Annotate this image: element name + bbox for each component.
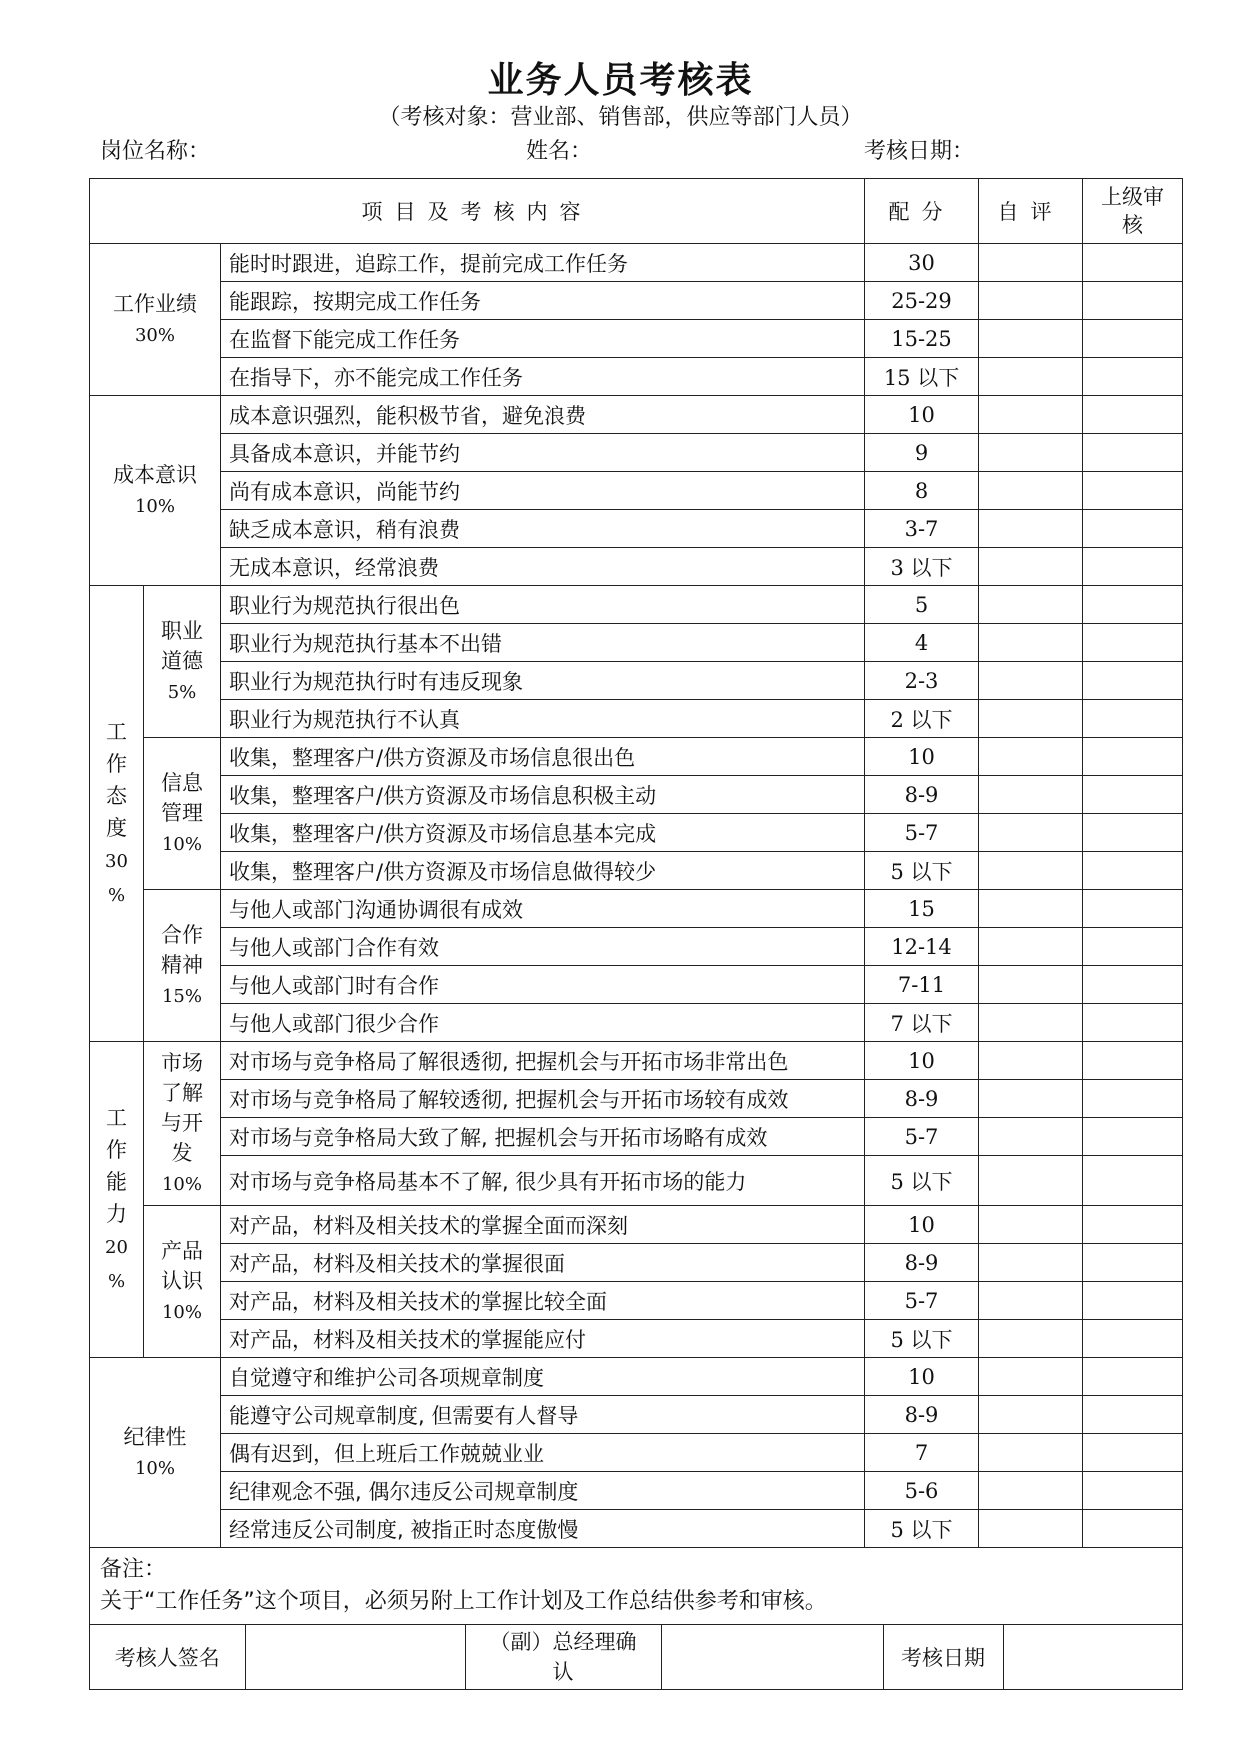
superior-review-cell[interactable]: [1083, 662, 1183, 700]
self-eval-cell[interactable]: [979, 1282, 1083, 1320]
assessment-date-label: 考核日期: [883, 1625, 1003, 1689]
criterion-text: 职业行为规范执行很出色: [221, 586, 865, 624]
self-eval-cell[interactable]: [979, 1434, 1083, 1472]
self-eval-cell[interactable]: [979, 966, 1083, 1004]
category-name: 工作业绩: [113, 291, 197, 316]
self-eval-cell[interactable]: [979, 814, 1083, 852]
superior-review-cell[interactable]: [1083, 928, 1183, 966]
self-eval-cell[interactable]: [979, 662, 1083, 700]
score-value: 8-9: [865, 1244, 979, 1282]
superior-review-cell[interactable]: [1083, 244, 1183, 282]
table-row: [90, 1396, 1183, 1434]
score-value: 5: [865, 586, 979, 624]
category-name: 成本意识: [113, 462, 197, 487]
subcategory-name: 与开: [161, 1110, 203, 1135]
score-value: 10: [865, 738, 979, 776]
self-eval-cell[interactable]: [979, 1320, 1083, 1358]
subcategory-percent: 10%: [161, 1173, 202, 1195]
date-label: 考核日期：: [864, 139, 975, 164]
criterion-text: 自觉遵守和维护公司各项规章制度: [221, 1358, 865, 1396]
subcategory-percent: 5%: [167, 681, 197, 703]
self-eval-cell[interactable]: [979, 472, 1083, 510]
score-value: 2-3: [865, 662, 979, 700]
superior-review-cell[interactable]: [1083, 1004, 1183, 1042]
name-label: 姓名：: [526, 139, 593, 164]
score-value: 9: [865, 434, 979, 472]
self-eval-cell[interactable]: [979, 1244, 1083, 1282]
table-row: [90, 776, 1183, 814]
self-eval-cell[interactable]: [979, 1080, 1083, 1118]
self-eval-cell[interactable]: [979, 1472, 1083, 1510]
superior-review-cell[interactable]: [1083, 852, 1183, 890]
score-value: 25-29: [865, 282, 979, 320]
category-char: 工: [106, 1105, 127, 1130]
criterion-text: 纪律观念不强, 偶尔违反公司规章制度: [221, 1472, 865, 1510]
signature-container: [90, 1625, 1183, 1690]
score-value: 5 以下: [865, 1320, 979, 1358]
table-row: [90, 814, 1183, 852]
criterion-text: 对产品，材料及相关技术的掌握能应付: [221, 1320, 865, 1358]
self-eval-cell[interactable]: [979, 282, 1083, 320]
criterion-text: 经常违反公司制度, 被指正时态度傲慢: [221, 1510, 865, 1548]
criterion-text: 对市场与竞争格局了解很透彻, 把握机会与开拓市场非常出色: [221, 1042, 865, 1080]
table-row: [90, 1042, 1183, 1080]
category-char: 能: [106, 1169, 127, 1194]
score-value: 12-14: [865, 928, 979, 966]
subcategory-cell: [144, 1042, 221, 1206]
superior-review-cell[interactable]: [1083, 1118, 1183, 1156]
subcategory-name: 市场: [161, 1050, 203, 1075]
table-row: [90, 1282, 1183, 1320]
score-value: 5 以下: [865, 1156, 979, 1206]
score-value: 5 以下: [865, 1510, 979, 1548]
superior-review-cell[interactable]: [1083, 1042, 1183, 1080]
score-value: 10: [865, 1042, 979, 1080]
self-eval-cell[interactable]: [979, 434, 1083, 472]
superior-review-cell[interactable]: [1083, 624, 1183, 662]
self-eval-cell[interactable]: [979, 852, 1083, 890]
table-row: [90, 1156, 1183, 1206]
superior-review-cell[interactable]: [1083, 586, 1183, 624]
table-row: [90, 586, 1183, 624]
superior-review-cell[interactable]: [1083, 890, 1183, 928]
subcategory-percent: 10%: [161, 833, 202, 855]
score-value: 7 以下: [865, 1004, 979, 1042]
category-cell: [90, 586, 144, 1042]
subcategory-name: 产品: [161, 1238, 203, 1263]
self-eval-cell[interactable]: [979, 624, 1083, 662]
subcategory-name: 信息: [161, 770, 203, 795]
superior-review-cell[interactable]: [1083, 1282, 1183, 1320]
self-eval-cell[interactable]: [979, 738, 1083, 776]
subcategory-name: 发: [171, 1140, 193, 1165]
assessment-table: [89, 178, 1183, 1690]
table-row: [90, 966, 1183, 1004]
remarks-text: 关于“工作任务”这个项目，必须另附上工作计划及工作总结供参考和审核。: [100, 1589, 827, 1614]
criterion-text: 能跟踪，按期完成工作任务: [221, 282, 865, 320]
criterion-text: 与他人或部门合作有效: [221, 928, 865, 966]
superior-review-cell[interactable]: [1083, 358, 1183, 396]
self-eval-cell[interactable]: [979, 1118, 1083, 1156]
criterion-text: 偶有迟到，但上班后工作兢兢业业: [221, 1434, 865, 1472]
confirm-signature-field[interactable]: [661, 1625, 883, 1689]
table-row: [90, 548, 1183, 586]
subcategory-cell: [144, 586, 221, 738]
criterion-text: 对产品，材料及相关技术的掌握很面: [221, 1244, 865, 1282]
subcategory-name: 管理: [161, 800, 203, 825]
score-value: 15 以下: [865, 358, 979, 396]
superior-review-cell[interactable]: [1083, 966, 1183, 1004]
criterion-text: 与他人或部门时有合作: [221, 966, 865, 1004]
score-value: 5-7: [865, 1118, 979, 1156]
category-char: %: [107, 884, 126, 906]
score-value: 7: [865, 1434, 979, 1472]
table-row: [90, 1206, 1183, 1244]
self-eval-cell[interactable]: [979, 586, 1083, 624]
table-row: [90, 928, 1183, 966]
score-value: 10: [865, 396, 979, 434]
criterion-text: 收集，整理客户/供方资源及市场信息基本完成: [221, 814, 865, 852]
superior-review-cell[interactable]: [1083, 320, 1183, 358]
score-value: 8: [865, 472, 979, 510]
criterion-text: 收集，整理客户/供方资源及市场信息做得较少: [221, 852, 865, 890]
signature-row: [90, 1625, 1183, 1690]
criterion-text: 具备成本意识，并能节约: [221, 434, 865, 472]
table-row: [90, 738, 1183, 776]
subcategory-name: 职业: [161, 618, 203, 643]
table-row: [90, 852, 1183, 890]
superior-review-cell[interactable]: [1083, 510, 1183, 548]
table-row: [90, 1510, 1183, 1548]
confirm-label: （副）总经理确 认: [465, 1625, 661, 1689]
superior-review-cell[interactable]: [1083, 1156, 1183, 1206]
table-row: [90, 1118, 1183, 1156]
criterion-text: 在指导下，亦不能完成工作任务: [221, 358, 865, 396]
header-row: [90, 179, 1183, 244]
signature-table: [90, 1625, 1183, 1689]
self-eval-cell[interactable]: [979, 244, 1083, 282]
self-eval-cell[interactable]: [979, 700, 1083, 738]
self-eval-cell[interactable]: [979, 396, 1083, 434]
score-value: 8-9: [865, 1080, 979, 1118]
superior-review-cell[interactable]: [1083, 548, 1183, 586]
self-eval-cell[interactable]: [979, 1396, 1083, 1434]
criterion-text: 职业行为规范执行时有违反现象: [221, 662, 865, 700]
score-value: 5-6: [865, 1472, 979, 1510]
criterion-text: 对市场与竞争格局了解较透彻, 把握机会与开拓市场较有成效: [221, 1080, 865, 1118]
self-eval-cell[interactable]: [979, 1510, 1083, 1548]
self-eval-cell[interactable]: [979, 1004, 1083, 1042]
criterion-text: 与他人或部门沟通协调很有成效: [221, 890, 865, 928]
criterion-text: 与他人或部门很少合作: [221, 1004, 865, 1042]
self-eval-cell[interactable]: [979, 358, 1083, 396]
superior-review-cell[interactable]: [1083, 1080, 1183, 1118]
category-char: 工: [106, 719, 127, 744]
score-value: 5 以下: [865, 852, 979, 890]
category-cell: [90, 244, 221, 396]
criterion-text: 能遵守公司规章制度, 但需要有人督导: [221, 1396, 865, 1434]
table-row: [90, 510, 1183, 548]
table-row: [90, 1472, 1183, 1510]
criterion-text: 对市场与竞争格局大致了解, 把握机会与开拓市场略有成效: [221, 1118, 865, 1156]
table-row: [90, 396, 1183, 434]
category-char: 态: [106, 783, 127, 808]
superior-review-cell[interactable]: [1083, 472, 1183, 510]
category-percent: 10%: [134, 1457, 175, 1479]
self-eval-cell[interactable]: [979, 1156, 1083, 1206]
subcategory-name: 合作: [161, 922, 203, 947]
criterion-text: 在监督下能完成工作任务: [221, 320, 865, 358]
header-self-eval: 自评: [979, 179, 1083, 244]
table-row: [90, 1358, 1183, 1396]
category-name: 纪律性: [123, 1424, 187, 1449]
category-char: 度: [106, 815, 127, 840]
criterion-text: 对市场与竞争格局基本不了解, 很少具有开拓市场的能力: [221, 1156, 865, 1206]
header-score: 配分: [865, 179, 979, 244]
table-row: [90, 1004, 1183, 1042]
self-eval-cell[interactable]: [979, 928, 1083, 966]
score-value: 8-9: [865, 1396, 979, 1434]
criterion-text: 收集，整理客户/供方资源及市场信息积极主动: [221, 776, 865, 814]
table-row: [90, 358, 1183, 396]
superior-review-cell[interactable]: [1083, 1510, 1183, 1548]
table-row: [90, 320, 1183, 358]
category-cell: [90, 1358, 221, 1548]
table-row: [90, 624, 1183, 662]
table-row: [90, 472, 1183, 510]
category-char: %: [107, 1270, 126, 1292]
superior-review-cell[interactable]: [1083, 1358, 1183, 1396]
score-value: 15-25: [865, 320, 979, 358]
criterion-text: 无成本意识，经常浪费: [221, 548, 865, 586]
subcategory-cell: [144, 890, 221, 1042]
score-value: 10: [865, 1206, 979, 1244]
superior-review-cell[interactable]: [1083, 396, 1183, 434]
superior-review-cell[interactable]: [1083, 1396, 1183, 1434]
table-row: [90, 1244, 1183, 1282]
header-content: 项目及考核内容: [90, 179, 865, 244]
self-eval-cell[interactable]: [979, 1042, 1083, 1080]
criterion-text: 成本意识强烈，能积极节省，避免浪费: [221, 396, 865, 434]
category-char: 作: [106, 751, 127, 776]
subcategory-name: 认识: [161, 1268, 203, 1293]
score-value: 4: [865, 624, 979, 662]
self-eval-cell[interactable]: [979, 776, 1083, 814]
superior-review-cell[interactable]: [1083, 700, 1183, 738]
score-value: 5-7: [865, 814, 979, 852]
criterion-text: 收集，整理客户/供方资源及市场信息很出色: [221, 738, 865, 776]
superior-review-cell[interactable]: [1083, 738, 1183, 776]
category-percent: 10%: [134, 495, 175, 517]
remarks-label: 备注：: [100, 1557, 167, 1582]
superior-review-cell[interactable]: [1083, 1472, 1183, 1510]
superior-review-cell[interactable]: [1083, 1434, 1183, 1472]
score-value: 8-9: [865, 776, 979, 814]
position-label: 岗位名称：: [100, 139, 211, 164]
assessor-signature-field[interactable]: [245, 1625, 465, 1689]
subcategory-cell: [144, 738, 221, 890]
table-row: [90, 1080, 1183, 1118]
superior-review-cell[interactable]: [1083, 776, 1183, 814]
criterion-text: 能时时跟进，追踪工作，提前完成工作任务: [221, 244, 865, 282]
superior-review-cell[interactable]: [1083, 1320, 1183, 1358]
criterion-text: 职业行为规范执行不认真: [221, 700, 865, 738]
subcategory-name: 精神: [161, 952, 203, 977]
superior-review-cell[interactable]: [1083, 1206, 1183, 1244]
page-title: 业务人员考核表: [487, 60, 754, 101]
assessment-date-field[interactable]: [1003, 1625, 1183, 1689]
score-value: 10: [865, 1358, 979, 1396]
header-superior-review: 上级审 核: [1083, 179, 1183, 244]
criterion-text: 缺乏成本意识，稍有浪费: [221, 510, 865, 548]
assessor-label: 考核人签名: [90, 1625, 245, 1689]
superior-review-cell[interactable]: [1083, 434, 1183, 472]
self-eval-cell[interactable]: [979, 890, 1083, 928]
category-percent: 30%: [134, 324, 175, 346]
remarks-row: [90, 1548, 1183, 1625]
score-value: 30: [865, 244, 979, 282]
category-char: 20: [105, 1236, 128, 1258]
superior-review-cell[interactable]: [1083, 282, 1183, 320]
score-value: 3 以下: [865, 548, 979, 586]
table-row: [90, 662, 1183, 700]
self-eval-cell[interactable]: [979, 548, 1083, 586]
subcategory-cell: [144, 1206, 221, 1358]
category-char: 30: [105, 850, 128, 872]
table-row: [90, 700, 1183, 738]
remarks-cell: [90, 1548, 1183, 1625]
criterion-text: 对产品，材料及相关技术的掌握比较全面: [221, 1282, 865, 1320]
subcategory-name: 道德: [161, 648, 203, 673]
subcategory-percent: 10%: [161, 1301, 202, 1323]
score-value: 7-11: [865, 966, 979, 1004]
table-row: [90, 282, 1183, 320]
table-row: [90, 1434, 1183, 1472]
self-eval-cell[interactable]: [979, 510, 1083, 548]
superior-review-cell[interactable]: [1083, 814, 1183, 852]
category-cell: [90, 396, 221, 586]
category-cell: [90, 1042, 144, 1358]
criterion-text: 职业行为规范执行基本不出错: [221, 624, 865, 662]
score-value: 5-7: [865, 1282, 979, 1320]
subcategory-percent: 15%: [161, 985, 202, 1007]
table-row: [90, 244, 1183, 282]
criterion-text: 尚有成本意识，尚能节约: [221, 472, 865, 510]
self-eval-cell[interactable]: [979, 1206, 1083, 1244]
table-row: [90, 1320, 1183, 1358]
superior-review-cell[interactable]: [1083, 1244, 1183, 1282]
page-subtitle: （考核对象：营业部、销售部，供应等部门人员）: [378, 105, 863, 130]
table-row: [90, 434, 1183, 472]
score-value: 15: [865, 890, 979, 928]
score-value: 2 以下: [865, 700, 979, 738]
self-eval-cell[interactable]: [979, 1358, 1083, 1396]
criterion-text: 对产品，材料及相关技术的掌握全面而深刻: [221, 1206, 865, 1244]
self-eval-cell[interactable]: [979, 320, 1083, 358]
table-row: [90, 890, 1183, 928]
category-char: 力: [106, 1201, 127, 1226]
score-value: 3-7: [865, 510, 979, 548]
category-char: 作: [106, 1137, 127, 1162]
subcategory-name: 了解: [161, 1080, 203, 1105]
